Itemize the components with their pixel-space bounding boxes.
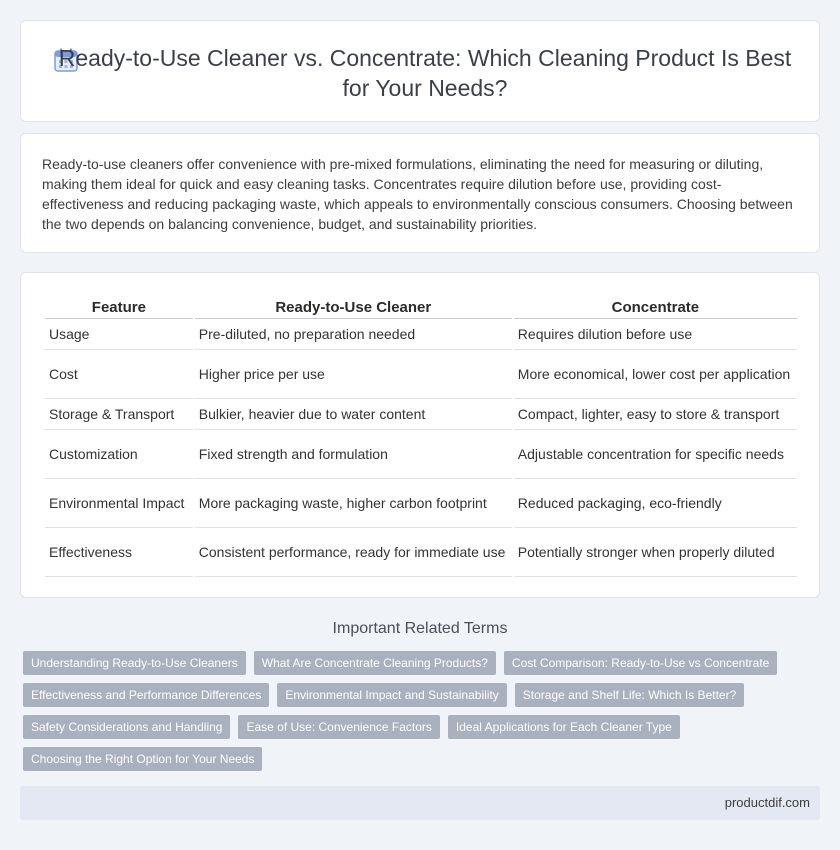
header-feature: Feature bbox=[45, 297, 193, 319]
table-cell-ready-to-use: Pre-diluted, no preparation needed bbox=[195, 319, 512, 350]
header-concentrate: Concentrate bbox=[514, 297, 797, 319]
table-cell-concentrate: More economical, lower cost per application bbox=[514, 350, 797, 399]
footer bbox=[20, 786, 820, 820]
related-term-tag[interactable]: Cost Comparison: Ready-to-Use vs Concentrate bbox=[504, 651, 777, 675]
table-cell-ready-to-use: More packaging waste, higher carbon footprint bbox=[195, 479, 512, 528]
table-cell-concentrate: Requires dilution before use bbox=[514, 319, 797, 350]
page-title: Ready-to-Use Cleaner vs. Concentrate: Which Cleaning Product Is Best for Your Needs? bbox=[58, 45, 792, 101]
related-term-tag[interactable]: Understanding Ready-to-Use Cleaners bbox=[23, 651, 246, 675]
related-term-tag[interactable]: Safety Considerations and Handling bbox=[23, 715, 230, 739]
table-cell-ready-to-use: Bulkier, heavier due to water content bbox=[195, 399, 512, 430]
related-term-tag[interactable]: Ideal Applications for Each Cleaner Type bbox=[448, 715, 680, 739]
table-cell-concentrate: Adjustable concentration for specific needs bbox=[514, 430, 797, 479]
table-row bbox=[45, 399, 797, 430]
table-row bbox=[45, 430, 797, 479]
table-cell-feature: Environmental Impact bbox=[45, 479, 193, 528]
table-cell-concentrate: Reduced packaging, eco-friendly bbox=[514, 479, 797, 528]
footer-site-link[interactable]: productdif.com bbox=[724, 795, 810, 810]
table-cell-feature: Cost bbox=[45, 350, 193, 399]
comparison-table-card bbox=[20, 272, 820, 598]
related-terms-heading: Important Related Terms bbox=[332, 620, 508, 637]
table-cell-concentrate: Potentially stronger when properly diluted bbox=[514, 528, 797, 577]
related-term-tag[interactable]: Environmental Impact and Sustainability bbox=[277, 683, 506, 707]
header-ready-to-use: Ready-to-Use Cleaner bbox=[195, 297, 512, 319]
table-row bbox=[45, 479, 797, 528]
table-cell-feature: Usage bbox=[45, 319, 193, 350]
related-term-tag[interactable]: Choosing the Right Option for Your Needs bbox=[23, 747, 262, 771]
related-term-tag[interactable]: What Are Concentrate Cleaning Products? bbox=[254, 651, 496, 675]
intro-card bbox=[20, 133, 820, 253]
comparison-table bbox=[43, 297, 799, 577]
table-cell-feature: Customization bbox=[45, 430, 193, 479]
table-cell-concentrate: Compact, lighter, easy to store & transport bbox=[514, 399, 797, 430]
related-term-tag[interactable]: Ease of Use: Convenience Factors bbox=[238, 715, 439, 739]
table-row bbox=[45, 319, 797, 350]
table-cell-feature: Effectiveness bbox=[45, 528, 193, 577]
table-row bbox=[45, 350, 797, 399]
table-header-row bbox=[45, 297, 797, 319]
related-terms-list bbox=[23, 651, 783, 771]
table-cell-ready-to-use: Higher price per use bbox=[195, 350, 512, 399]
table-cell-feature: Storage & Transport bbox=[45, 399, 193, 430]
table-cell-ready-to-use: Consistent performance, ready for immediate use bbox=[195, 528, 512, 577]
related-term-tag[interactable]: Storage and Shelf Life: Which Is Better? bbox=[515, 683, 744, 707]
table-row bbox=[45, 528, 797, 577]
related-term-tag[interactable]: Effectiveness and Performance Differences bbox=[23, 683, 269, 707]
table-cell-ready-to-use: Fixed strength and formulation bbox=[195, 430, 512, 479]
intro-paragraph: Ready-to-use cleaners offer convenience with pre-mixed formulations, eliminating the need for measuring or diluting, making them ideal for quick and easy cleaning tasks. Concentrates require dilution before use, providing cost-effectiveness and reducing packaging waste, which appeals to environmentally conscious consumers. Choosing between the two depends on balancing convenience, budget, and sustainability priorities. bbox=[42, 156, 793, 232]
header-card bbox=[20, 20, 820, 122]
